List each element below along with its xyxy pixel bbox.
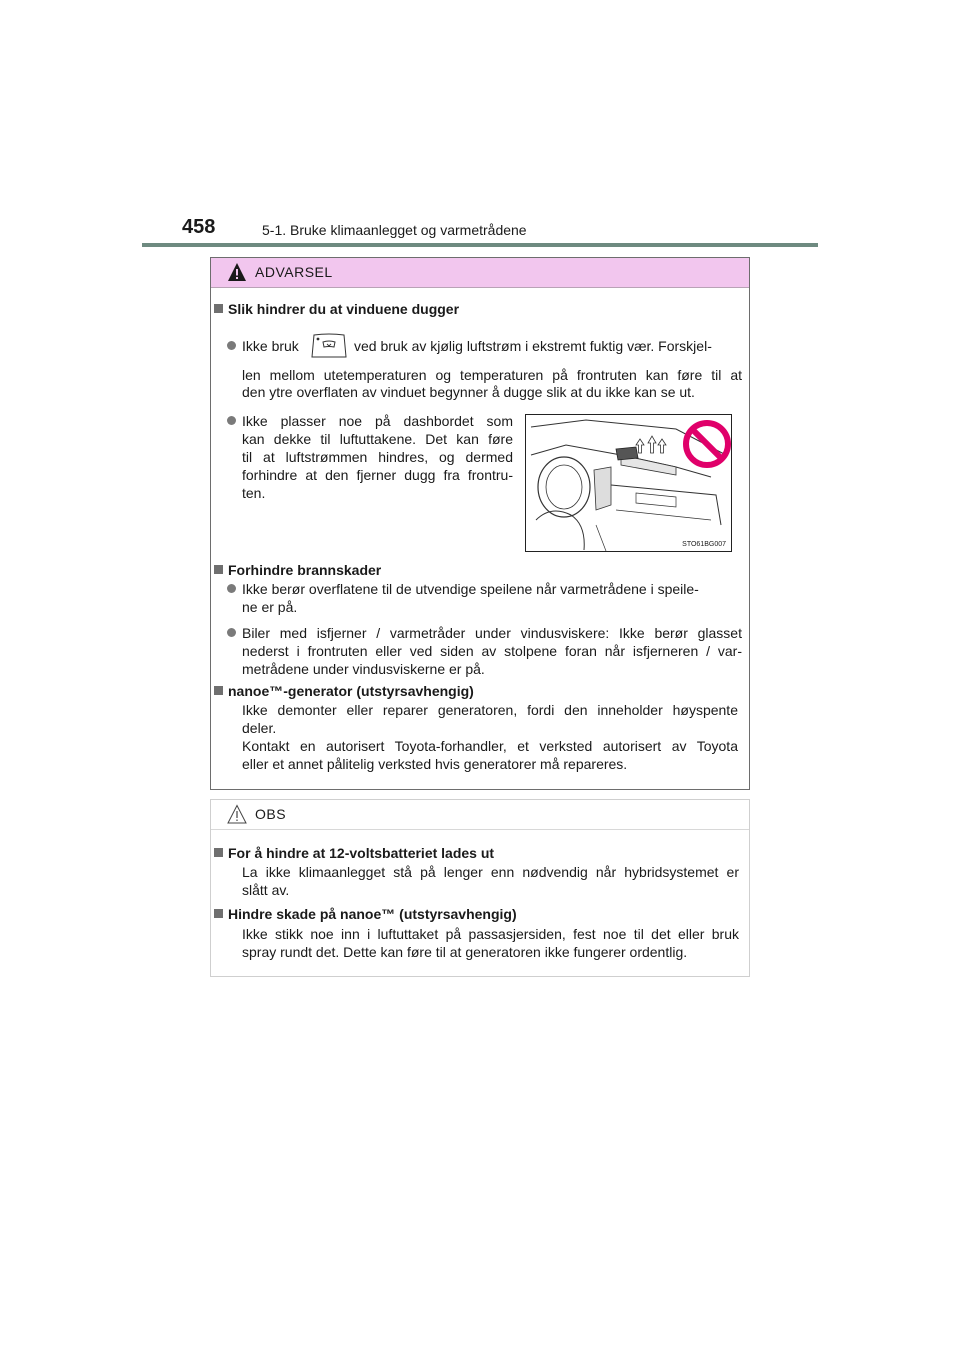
- section-title: 5-1. Bruke klimaanlegget og varmetrådene: [262, 222, 527, 238]
- warning-heading-burns: Forhindre brannskader: [228, 562, 382, 578]
- nanoe-damage-line-1: Ikke stikk noe inn i luftuttaket på passasjersiden, fest noe til det eller bruk: [242, 926, 739, 942]
- nanoe-line-1: Ikke demonter eller reparer generatoren, fordi den inneholder høyspente: [242, 702, 738, 718]
- bullet-fog-text-end: ved bruk av kjølig luftstrøm i ekstremt fuktig vær. Forskjel-: [354, 338, 712, 354]
- dashboard-illustration: [525, 414, 732, 552]
- bullet-deicer-line-1: Biler med isfjerner / varmetråder under vindusviskere: Ikke berør glasset: [242, 625, 742, 641]
- list-bullet: [227, 341, 236, 350]
- bullet-fog-line-3: den ytre overflaten av vinduet begynner å dugge slik at du ikke kan se ut.: [242, 384, 695, 400]
- section-bullet: [214, 565, 223, 574]
- battery-line-2: slått av.: [242, 882, 290, 898]
- bullet-deicer-line-3: metrådene under vindusviskerne er på.: [242, 661, 485, 677]
- list-bullet: [227, 416, 236, 425]
- header-divider: [142, 243, 818, 247]
- warning-heading-nanoe: nanoe™-generator (utstyrsavhengig): [228, 683, 474, 699]
- bullet-dashboard-line-4: forhindre at den fjerner dugg fra frontru-: [242, 467, 513, 483]
- bullet-deicer-line-2: nederst i frontruten eller ved siden av stolpene foran når isfjerneren / var-: [242, 643, 742, 659]
- bullet-mirrors-line-1: Ikke berør overflatene til de utvendige speilene når varmetrådene i speile-: [242, 581, 699, 597]
- notice-header: [211, 800, 749, 830]
- prohibited-icon: [682, 419, 732, 469]
- nanoe-line-3: Kontakt en autorisert Toyota-forhandler, et verksted autorisert av Toyota: [242, 738, 738, 754]
- section-bullet: [214, 686, 223, 695]
- nanoe-damage-line-2: spray rundt det. Dette kan føre til at generatoren ikke fungerer ordentlig.: [242, 944, 688, 960]
- bullet-dashboard-line-5: ten.: [242, 485, 266, 501]
- list-bullet: [227, 628, 236, 637]
- nanoe-line-4: eller et annet pålitelig verksted hvis generatorer må repareres.: [242, 756, 628, 772]
- warning-heading-fog: Slik hindrer du at vinduene dugger: [228, 301, 460, 317]
- notice-title: OBS: [255, 806, 287, 822]
- warning-title: ADVARSEL: [255, 264, 333, 280]
- bullet-dashboard-line-3: til at luftstrømmen hindres, og dermed: [242, 449, 513, 465]
- bullet-fog-line-2: len mellom utetemperaturen og temperaturen på frontruten kan føre til at: [242, 367, 742, 383]
- bullet-dashboard-line-1: Ikke plasser noe på dashbordet som: [242, 413, 513, 429]
- nanoe-line-2: deler.: [242, 720, 277, 736]
- page-number: 458: [182, 216, 216, 238]
- list-bullet: [227, 584, 236, 593]
- caution-triangle-icon: [227, 804, 247, 824]
- bullet-mirrors-line-2: ne er på.: [242, 599, 298, 615]
- windshield-defogger-button-icon: [311, 331, 347, 359]
- section-bullet: [214, 848, 223, 857]
- bullet-fog-text-start: Ikke bruk: [242, 338, 299, 354]
- section-bullet: [214, 909, 223, 918]
- section-bullet: [214, 304, 223, 313]
- notice-heading-battery: For å hindre at 12-voltsbatteriet lades ut: [228, 845, 495, 861]
- warning-header: [211, 258, 749, 288]
- notice-heading-nanoe: Hindre skade på nanoe™ (utstyrsavhengig): [228, 906, 517, 922]
- warning-triangle-icon: [227, 262, 247, 282]
- bullet-dashboard-line-2: kan dekke til luftuttakene. Det kan føre: [242, 431, 513, 447]
- figure-code: STO61BG007: [682, 541, 726, 548]
- battery-line-1: La ikke klimaanlegget stå på lenger enn nødvendig når hybridsystemet er: [242, 864, 739, 880]
